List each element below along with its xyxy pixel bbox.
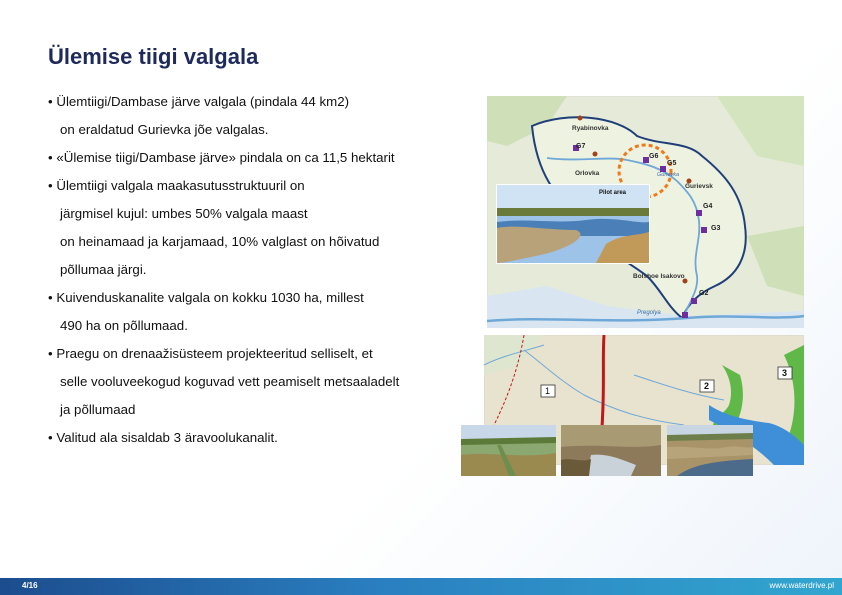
bullet-line: • Kuivenduskanalite valgala on kokku 1030 ha, millest <box>48 290 364 305</box>
bullet-line: • Ülemtiigi/Dambase järve valgala (pindala 44 km2) <box>48 94 350 109</box>
station-marker <box>691 298 697 304</box>
scheme-label-2: 2 <box>704 381 710 391</box>
bullet-line: järgmisel kujul: umbes 50% valgala maast <box>60 206 308 221</box>
map-label-bolshoe: Bolshoe Isakovo <box>633 273 685 280</box>
website-link[interactable]: www.waterdrive.pl <box>769 581 834 590</box>
bullet-line: on eraldatud Gurievka jõe valgalas. <box>60 122 269 137</box>
station-label: G2 <box>699 290 709 297</box>
station-label: G4 <box>703 203 713 210</box>
pilot-area-label: Pilot area <box>599 190 627 196</box>
bullet-line: 490 ha on põllumaad. <box>60 318 188 333</box>
map-label-pregolya: Pregolya <box>637 310 661 316</box>
canal-photo <box>561 425 661 476</box>
footer-bar <box>0 578 842 595</box>
bullet-line: ja põllumaad <box>60 402 136 417</box>
field-photo <box>461 425 556 476</box>
bullet-line: • Valitud ala sisaldab 3 äravoolukanalit. <box>48 430 278 445</box>
bullet-line: selle vooluveekogud koguvad vett peamiselt metsaaladelt <box>60 374 400 389</box>
scheme-label-3: 3 <box>782 368 788 378</box>
bullet-line: põllumaa järgi. <box>60 262 147 277</box>
station-label: G7 <box>576 143 586 150</box>
station-marker <box>696 210 702 216</box>
river-photo <box>667 425 753 476</box>
station-marker <box>701 227 707 233</box>
bullet-list <box>48 88 458 452</box>
station-label: G5 <box>667 160 677 167</box>
station-label: G6 <box>649 153 659 160</box>
map-label-gurievsk: Gurievsk <box>685 183 713 190</box>
slide-title: Ülemise tiigi valgala <box>48 44 259 69</box>
page-number: 4/16 <box>22 581 38 590</box>
scheme-label-1: 1 <box>545 386 551 396</box>
bullet-line: • «Ülemise tiigi/Dambase järve» pindala on ca 11,5 hektarit <box>48 150 395 165</box>
bullet-line: on heinamaad ja karjamaad, 10% valglast on hõivatud <box>60 234 380 249</box>
station-label: G3 <box>711 225 721 232</box>
station-marker <box>682 312 688 318</box>
bullet-line: • Praegu on drenaažisüsteem projekteeritud selliselt, et <box>48 346 373 361</box>
map-label-river: Gurievka <box>657 172 680 178</box>
pilot-area-photo <box>496 184 650 264</box>
map-label-ryabinovka: Ryabinovka <box>572 125 609 132</box>
map-label-orlovka: Orlovka <box>575 170 600 177</box>
bullet-line: • Ülemtiigi valgala maakasutusstruktuuril on <box>48 178 305 193</box>
